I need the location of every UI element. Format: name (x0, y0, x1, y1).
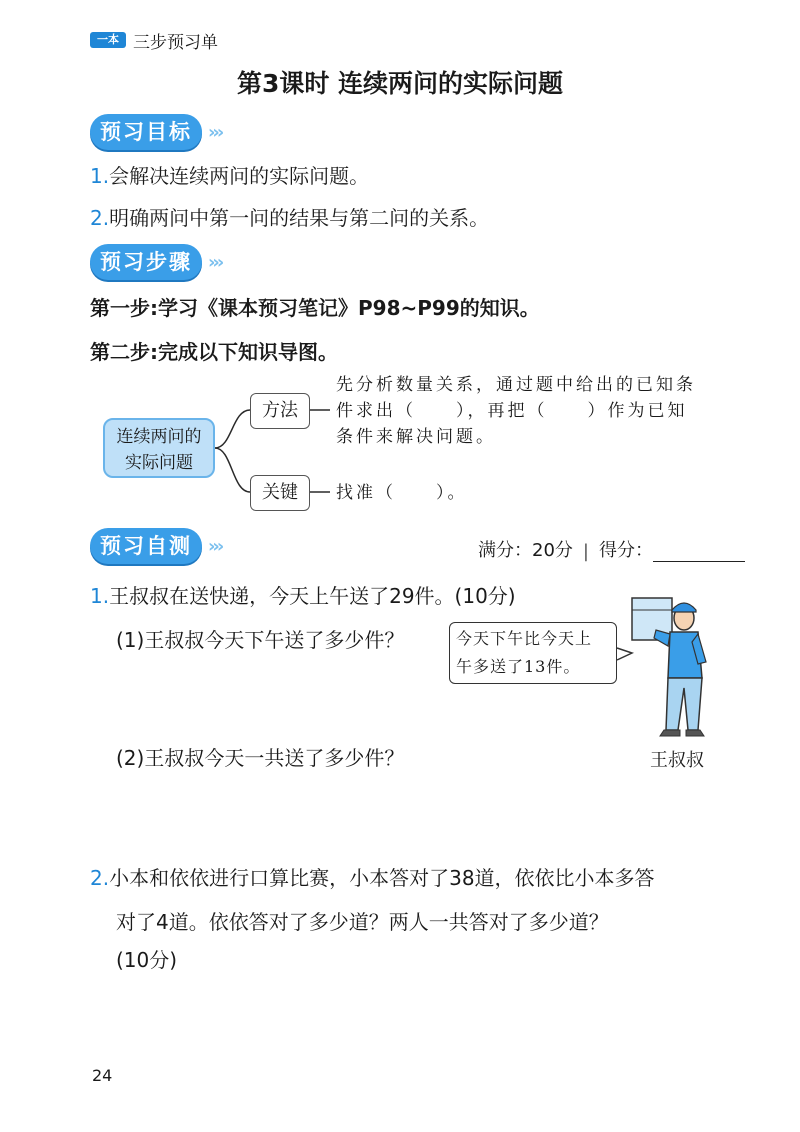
method-text-line: 条件来解决问题。 (336, 427, 496, 447)
method-text (336, 372, 696, 450)
question-text: 王叔叔在送快递，今天上午送了29件。(10分) (109, 584, 516, 608)
mindmap-center-line: 连续两问的 (116, 427, 202, 447)
question-1-part-1: (1)王叔叔今天下午送了多少件？ (116, 628, 405, 652)
question-2-line-1 (90, 862, 655, 891)
key-box: 关键 (250, 475, 310, 511)
page-number: 24 (92, 1066, 113, 1085)
full-score: 满分：20分 (478, 540, 573, 561)
goal-number: 2. (90, 206, 110, 230)
method-box: 方法 (250, 393, 310, 429)
bubble-line: 今天下午比今天上 (456, 629, 593, 648)
step-item-1: 第一步:学习《课本预习笔记》P98~P99的知识。 (90, 296, 540, 320)
selftest-heading: 预习自测 (90, 528, 202, 564)
chevrons-icon: ››› (208, 251, 222, 273)
question-text: 小本和依依进行口算比赛，小本答对了38道，依依比小本多答 (109, 866, 655, 890)
score-area (478, 536, 745, 562)
question-2-line-2: 对了4道。依依答对了多少道？两人一共答对了多少道？ (116, 910, 609, 934)
bubble-line: 午多送了13件。 (456, 657, 581, 676)
chevrons-icon: ››› (208, 121, 222, 143)
publisher-logo: 一本 (90, 32, 126, 48)
steps-heading: 预习步骤 (90, 244, 202, 280)
score-divider: | (582, 541, 589, 562)
question-1 (90, 580, 516, 609)
goal-text: 明确两问中第一问的结果与第二问的关系。 (109, 206, 490, 230)
speech-bubble (449, 622, 617, 684)
chevrons-icon: ››› (208, 535, 222, 557)
question-2-line-3: (10分) (116, 948, 178, 972)
question-number: 2. (90, 866, 110, 890)
series-title: 三步预习单 (133, 33, 218, 53)
selftest-section-header (90, 528, 221, 564)
question-number: 1. (90, 584, 110, 608)
delivery-man-illustration (626, 590, 716, 740)
method-text-line: 先分析数量关系，通过题中给出的已知条 (336, 375, 696, 395)
mindmap-center-line: 实际问题 (125, 453, 193, 473)
goal-text: 会解决连续两问的实际问题。 (109, 164, 370, 188)
goal-number: 1. (90, 164, 110, 188)
score-blank[interactable] (653, 541, 745, 562)
method-text-line: 件求出（ ），再把（ ）作为已知 (336, 401, 688, 421)
person-label: 王叔叔 (650, 750, 704, 771)
score-label: 得分： (598, 540, 653, 561)
key-text: 找准（ ）。 (336, 483, 468, 503)
mindmap-center (103, 418, 215, 478)
page-title: 第3课时 连续两问的实际问题 (236, 69, 564, 98)
step-item-2: 第二步:完成以下知识导图。 (90, 340, 338, 364)
question-1-part-2: (2)王叔叔今天一共送了多少件？ (116, 746, 405, 770)
goals-heading: 预习目标 (90, 114, 202, 150)
